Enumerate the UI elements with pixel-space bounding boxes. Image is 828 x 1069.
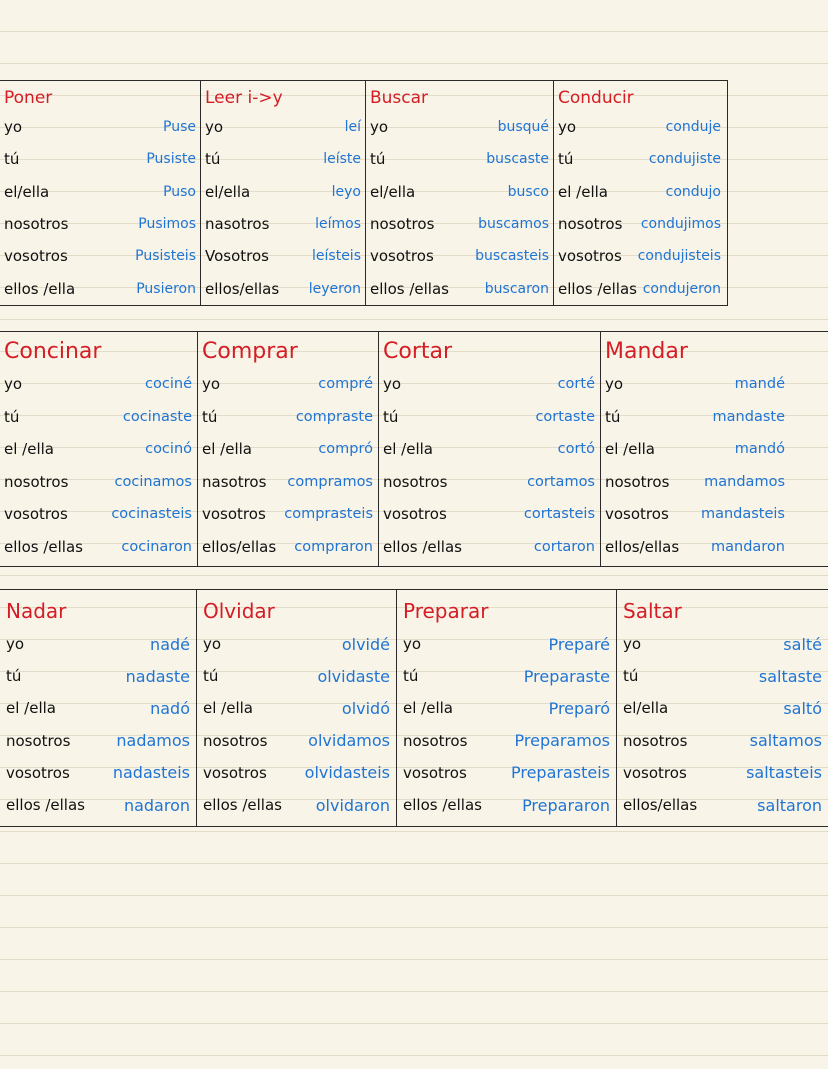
- pronoun: yo: [203, 635, 222, 654]
- pronoun: ellos /ellas: [4, 537, 83, 556]
- pronoun: yo: [205, 118, 224, 137]
- verb-table-buscar: [365, 81, 553, 305]
- pronoun: ellos/ellas: [205, 279, 280, 298]
- verb-form: Preparó: [548, 698, 610, 718]
- conjugation-row: [558, 272, 721, 304]
- pronoun: el /ella: [6, 699, 56, 718]
- verb-form: olvidasteis: [304, 763, 390, 783]
- verb-form: nadasteis: [112, 763, 190, 783]
- pronoun: vosotros: [383, 505, 447, 524]
- pronoun: nosotros: [4, 215, 69, 234]
- conjugation-row: [6, 628, 190, 660]
- pronoun: el /ella: [605, 440, 655, 459]
- verb-form: cortaron: [533, 538, 595, 555]
- verb-table-nadar: [0, 590, 196, 826]
- verb-form: conduje: [665, 119, 721, 136]
- verb-form: buscasteis: [475, 248, 549, 265]
- verb-table-leer: [200, 81, 365, 305]
- verb-table-preparar: [396, 590, 616, 826]
- conjugation-row: [202, 498, 373, 531]
- pronoun: vosotros: [202, 505, 266, 524]
- pronoun: tú: [403, 667, 419, 686]
- conjugation-row: [203, 660, 390, 692]
- verb-title: Mandar: [605, 339, 688, 364]
- verb-form: buscaste: [486, 151, 549, 168]
- pronoun: nasotros: [202, 472, 267, 491]
- conjugation-row: [202, 531, 373, 564]
- conjugation-row: [605, 368, 785, 401]
- verb-form: nadamos: [116, 731, 190, 751]
- pronoun: vosotros: [370, 247, 434, 266]
- conjugation-row: [4, 433, 192, 466]
- pronoun: tú: [4, 150, 20, 169]
- verb-form: Pusimos: [138, 216, 196, 233]
- pronoun: tú: [623, 667, 639, 686]
- conjugation-row: [202, 433, 373, 466]
- pronoun: tú: [202, 407, 218, 426]
- pronoun: nosotros: [623, 731, 688, 750]
- pronoun: el /ella: [383, 440, 433, 459]
- verb-form: saltamos: [749, 731, 822, 751]
- verb-form: saltó: [783, 698, 822, 718]
- conjugation-row: [623, 660, 822, 692]
- pronoun: el/ella: [205, 182, 251, 201]
- verb-form: Prepararon: [522, 795, 610, 815]
- verb-form: leyeron: [308, 280, 361, 297]
- pronoun: nosotros: [383, 472, 448, 491]
- conjugation-row: [4, 531, 192, 564]
- verb-table-cortar: [378, 332, 600, 566]
- conjugation-row: [403, 660, 610, 692]
- verb-form: olvidé: [341, 634, 390, 654]
- conjugation-row: [202, 401, 373, 434]
- pronoun: el/ella: [4, 182, 50, 201]
- verb-form: mandé: [734, 376, 785, 393]
- conjugation-row: [205, 272, 361, 304]
- verb-form: cortaste: [535, 408, 595, 425]
- verb-form: cortasteis: [523, 506, 595, 523]
- conjugation-row: [6, 725, 190, 757]
- verb-form: saltaron: [757, 795, 822, 815]
- pronoun: tú: [6, 667, 22, 686]
- verb-form: buscamos: [478, 216, 549, 233]
- pronoun: yo: [605, 375, 624, 394]
- conjugation-row: [383, 433, 595, 466]
- pronoun: tú: [605, 407, 621, 426]
- verb-form: buscaron: [484, 280, 549, 297]
- verb-title: Preparar: [403, 599, 489, 623]
- verb-title: Nadar: [6, 599, 67, 623]
- conjugation-row: [4, 208, 196, 240]
- conjugation-row: [202, 466, 373, 499]
- conjugation-row: [6, 757, 190, 789]
- pronoun: ellos /ellas: [6, 796, 85, 815]
- verb-form: mandaste: [712, 408, 785, 425]
- conjugation-row: [623, 628, 822, 660]
- verb-form: Puse: [163, 119, 196, 136]
- conjugation-row: [403, 725, 610, 757]
- conjugation-row: [203, 725, 390, 757]
- pronoun: tú: [558, 150, 574, 169]
- verb-form: nadé: [150, 634, 190, 654]
- pronoun: vosotros: [623, 763, 687, 782]
- conjugation-row: [4, 111, 196, 143]
- pronoun: yo: [383, 375, 402, 394]
- conjugation-row: [383, 498, 595, 531]
- conjugation-row: [203, 789, 390, 821]
- conjugation-block-2: [0, 331, 828, 567]
- pronoun: nosotros: [4, 472, 69, 491]
- conjugation-row: [403, 757, 610, 789]
- conjugation-row: [623, 725, 822, 757]
- verb-table-saltar: [616, 590, 828, 826]
- verb-form: Puso: [163, 183, 196, 200]
- verb-title: Concinar: [4, 339, 102, 364]
- pronoun: nosotros: [605, 472, 670, 491]
- verb-form: leíste: [323, 151, 361, 168]
- conjugation-row: [605, 531, 785, 564]
- verb-form: Pusisteis: [135, 248, 196, 265]
- pronoun: nosotros: [558, 215, 623, 234]
- pronoun: tú: [383, 407, 399, 426]
- pronoun: nasotros: [205, 215, 270, 234]
- conjugation-block-1: [0, 80, 728, 306]
- conjugation-row: [605, 401, 785, 434]
- verb-table-comprar: [197, 332, 378, 566]
- conjugation-row: [370, 111, 549, 143]
- verb-form: saltaste: [758, 666, 822, 686]
- conjugation-row: [4, 272, 196, 304]
- pronoun: yo: [558, 118, 577, 137]
- pronoun: tú: [203, 667, 219, 686]
- verb-form: leyo: [331, 183, 361, 200]
- verb-form: compraron: [294, 538, 373, 555]
- verb-form: cocinasteis: [111, 506, 192, 523]
- verb-table-olvidar: [196, 590, 396, 826]
- pronoun: tú: [205, 150, 221, 169]
- verb-form: cocinaron: [121, 538, 192, 555]
- pronoun: vosotros: [403, 763, 467, 782]
- verb-form: compraste: [295, 408, 373, 425]
- conjugation-row: [558, 208, 721, 240]
- conjugation-row: [203, 757, 390, 789]
- pronoun: nosotros: [403, 731, 468, 750]
- conjugation-row: [6, 789, 190, 821]
- conjugation-row: [623, 789, 822, 821]
- pronoun: yo: [623, 635, 642, 654]
- verb-title: Cortar: [383, 339, 453, 364]
- verb-form: salté: [783, 634, 822, 654]
- verb-form: cocinó: [145, 441, 192, 458]
- pronoun: yo: [202, 375, 221, 394]
- verb-title: Comprar: [202, 339, 298, 364]
- verb-form: condujo: [665, 183, 721, 200]
- verb-form: condujisteis: [637, 248, 721, 265]
- conjugation-row: [4, 401, 192, 434]
- conjugation-row: [383, 466, 595, 499]
- verb-form: compró: [318, 441, 373, 458]
- verb-form: busco: [507, 183, 549, 200]
- pronoun: yo: [4, 118, 23, 137]
- pronoun: ellos /ellas: [370, 279, 449, 298]
- pronoun: ellos/ellas: [623, 796, 698, 815]
- pronoun: vosotros: [605, 505, 669, 524]
- conjugation-row: [6, 660, 190, 692]
- pronoun: tú: [370, 150, 386, 169]
- conjugation-row: [403, 628, 610, 660]
- pronoun: vosotros: [558, 247, 622, 266]
- conjugation-row: [383, 368, 595, 401]
- verb-form: nadaste: [125, 666, 190, 686]
- pronoun: el /ella: [202, 440, 252, 459]
- conjugation-row: [203, 692, 390, 724]
- pronoun: vosotros: [4, 247, 68, 266]
- verb-form: Pusiste: [146, 151, 196, 168]
- conjugation-row: [4, 240, 196, 272]
- verb-form: comprasteis: [284, 506, 373, 523]
- pronoun: el/ella: [623, 699, 669, 718]
- pronoun: yo: [4, 375, 23, 394]
- conjugation-row: [605, 498, 785, 531]
- pronoun: vosotros: [6, 763, 70, 782]
- conjugation-row: [203, 628, 390, 660]
- conjugation-row: [558, 143, 721, 175]
- verb-form: olvidaron: [315, 795, 390, 815]
- pronoun: yo: [403, 635, 422, 654]
- conjugation-row: [383, 531, 595, 564]
- conjugation-row: [205, 208, 361, 240]
- conjugation-row: [605, 433, 785, 466]
- verb-title: Conducir: [558, 88, 634, 108]
- pronoun: ellos /ellas: [403, 796, 482, 815]
- verb-form: cortamos: [527, 473, 595, 490]
- verb-form: mandasteis: [700, 506, 785, 523]
- pronoun: ellos/ellas: [605, 537, 680, 556]
- verb-form: Pusieron: [136, 280, 196, 297]
- verb-form: Preparé: [548, 634, 610, 654]
- verb-title: Olvidar: [203, 599, 275, 623]
- verb-form: olvidó: [341, 698, 390, 718]
- verb-form: compré: [318, 376, 373, 393]
- pronoun: tú: [4, 407, 20, 426]
- conjugation-row: [605, 466, 785, 499]
- verb-form: mandaron: [711, 538, 785, 555]
- verb-form: cociné: [145, 376, 192, 393]
- conjugation-row: [558, 176, 721, 208]
- verb-form: olvidamos: [308, 731, 390, 751]
- verb-form: Preparasteis: [510, 763, 610, 783]
- verb-table-poner: [0, 81, 200, 305]
- pronoun: ellos /ella: [4, 279, 76, 298]
- conjugation-row: [205, 176, 361, 208]
- verb-form: nadó: [150, 698, 190, 718]
- pronoun: ellos /ellas: [203, 796, 282, 815]
- verb-form: leí: [344, 119, 361, 136]
- pronoun: nosotros: [6, 731, 71, 750]
- pronoun: vosotros: [203, 763, 267, 782]
- verb-title: Leer i->y: [205, 88, 283, 108]
- conjugation-row: [403, 789, 610, 821]
- verb-title: Buscar: [370, 88, 429, 108]
- verb-table-mandar: [600, 332, 805, 566]
- verb-form: nadaron: [123, 795, 190, 815]
- verb-form: mandó: [734, 441, 785, 458]
- conjugation-row: [205, 111, 361, 143]
- conjugation-row: [4, 176, 196, 208]
- conjugation-block-3: [0, 589, 828, 827]
- verb-form: Preparaste: [523, 666, 610, 686]
- pronoun: nosotros: [370, 215, 435, 234]
- conjugation-row: [370, 272, 549, 304]
- verb-form: cortó: [557, 441, 595, 458]
- conjugation-row: [202, 368, 373, 401]
- conjugation-row: [558, 240, 721, 272]
- pronoun: ellos /ellas: [383, 537, 462, 556]
- conjugation-row: [205, 240, 361, 272]
- pronoun: el /ella: [4, 440, 54, 459]
- conjugation-row: [370, 176, 549, 208]
- verb-form: olvidaste: [317, 666, 390, 686]
- verb-form: saltasteis: [746, 763, 822, 783]
- verb-form: leísteis: [312, 248, 361, 265]
- verb-table-cocinar: [0, 332, 197, 566]
- conjugation-row: [623, 692, 822, 724]
- pronoun: ellos/ellas: [202, 537, 277, 556]
- conjugation-row: [4, 466, 192, 499]
- verb-form: busqué: [497, 119, 549, 136]
- conjugation-row: [6, 692, 190, 724]
- conjugation-row: [383, 401, 595, 434]
- verb-form: Preparamos: [514, 731, 610, 751]
- conjugation-row: [205, 143, 361, 175]
- conjugation-row: [623, 757, 822, 789]
- verb-form: condujimos: [640, 216, 721, 233]
- verb-form: leímos: [315, 216, 361, 233]
- pronoun: Vosotros: [205, 247, 269, 266]
- conjugation-row: [4, 368, 192, 401]
- pronoun: nosotros: [203, 731, 268, 750]
- verb-form: corté: [557, 376, 595, 393]
- verb-title: Poner: [4, 88, 53, 108]
- conjugation-row: [370, 240, 549, 272]
- pronoun: vosotros: [4, 505, 68, 524]
- conjugation-row: [558, 111, 721, 143]
- pronoun: el /ella: [203, 699, 253, 718]
- conjugation-row: [370, 143, 549, 175]
- conjugation-row: [4, 143, 196, 175]
- pronoun: el/ella: [370, 182, 416, 201]
- verb-table-conducir: [553, 81, 725, 305]
- pronoun: el /ella: [403, 699, 453, 718]
- conjugation-row: [4, 498, 192, 531]
- pronoun: yo: [6, 635, 25, 654]
- verb-form: condujiste: [648, 151, 721, 168]
- verb-form: compramos: [287, 473, 373, 490]
- verb-form: cocinaste: [122, 408, 192, 425]
- pronoun: ellos /ellas: [558, 279, 637, 298]
- conjugation-row: [403, 692, 610, 724]
- verb-title: Saltar: [623, 599, 682, 623]
- verb-form: mandamos: [704, 473, 785, 490]
- pronoun: el /ella: [558, 182, 608, 201]
- conjugation-row: [370, 208, 549, 240]
- verb-form: cocinamos: [114, 473, 192, 490]
- verb-form: condujeron: [642, 280, 721, 297]
- pronoun: yo: [370, 118, 389, 137]
